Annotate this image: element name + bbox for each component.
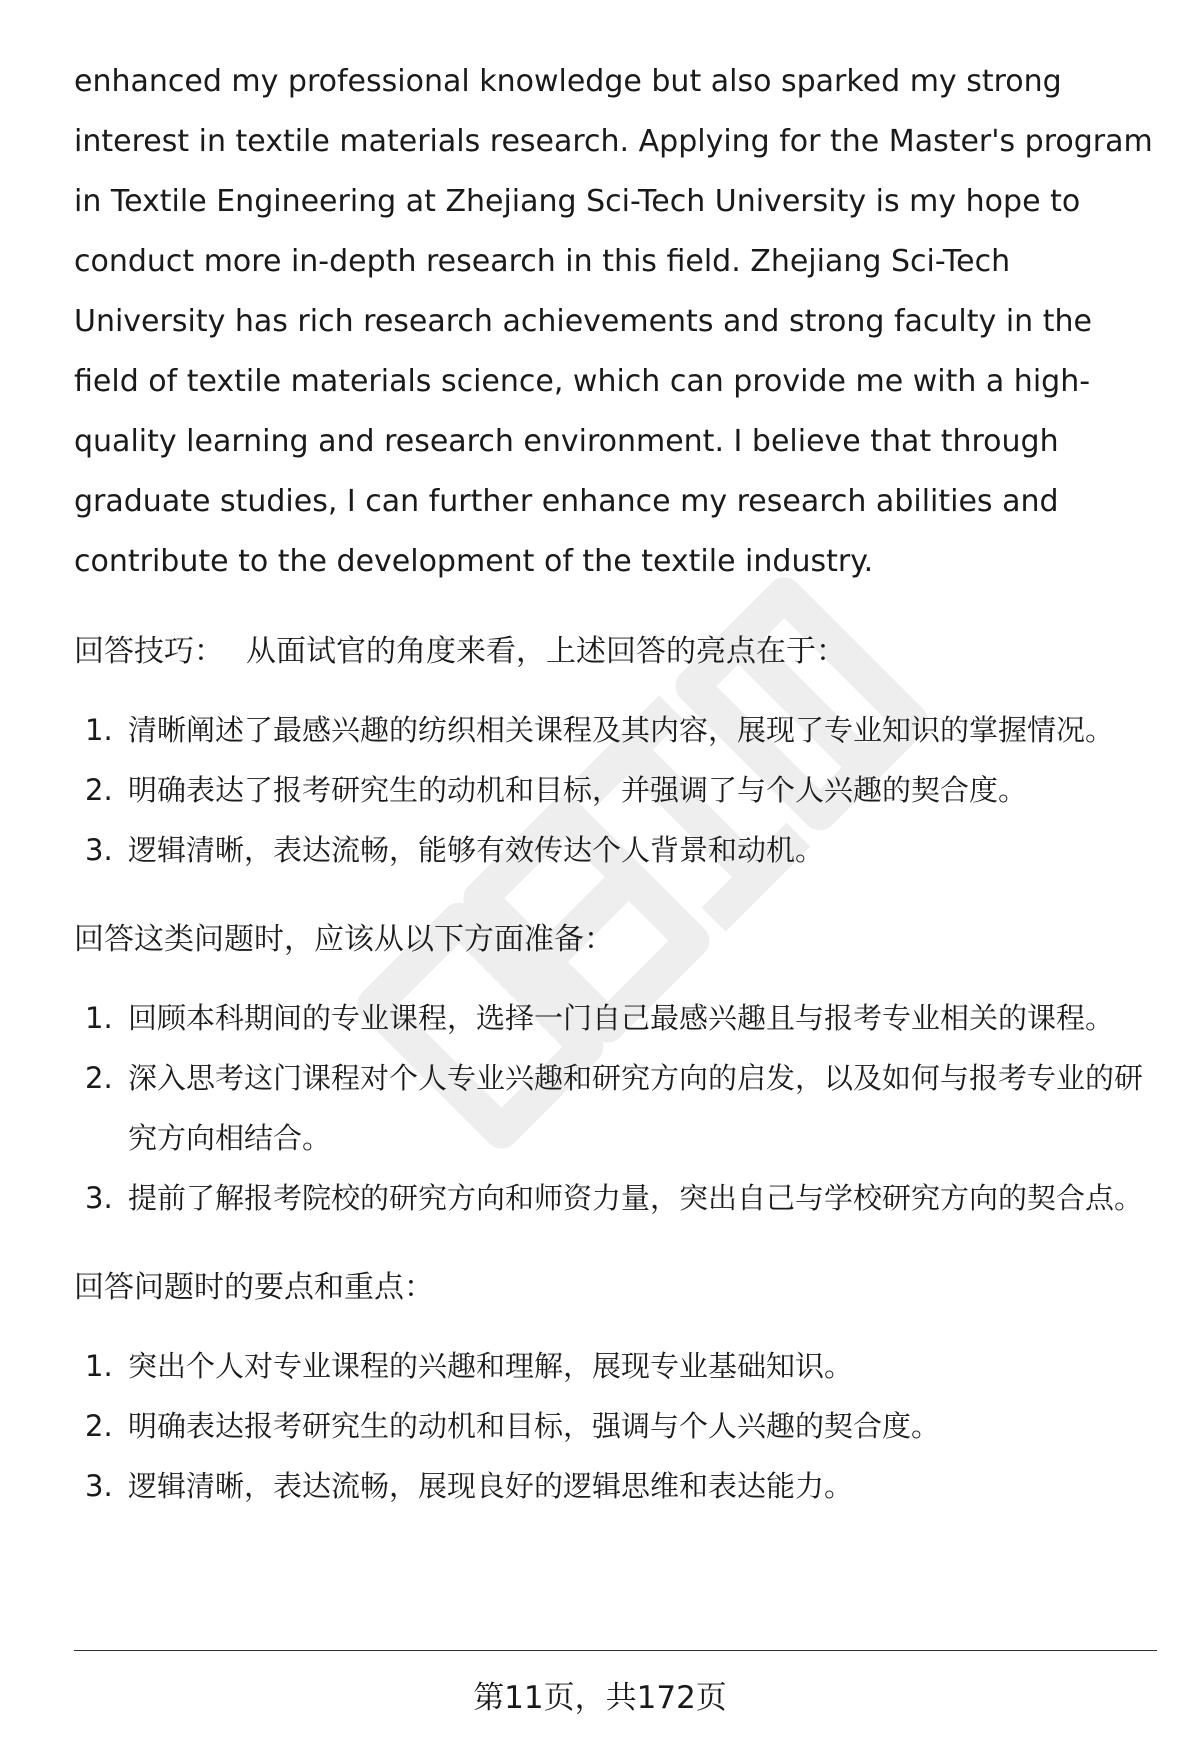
list-item-number: 3. — [85, 1469, 113, 1503]
list-item-number: 1. — [85, 1001, 113, 1035]
page-number: 第11页，共172页 — [473, 1680, 727, 1716]
list-item — [74, 700, 1154, 760]
tips-heading-text: 从面试官的角度来看，上述回答的亮点在于： — [246, 634, 846, 669]
list-item-number: 2. — [85, 1409, 113, 1443]
list-item-text: 明确表达报考研究生的动机和目标，强调与个人兴趣的契合度。 — [128, 1409, 941, 1443]
document-body — [74, 52, 1154, 1516]
key-points-heading: 回答问题时的要点和重点： — [74, 1270, 434, 1305]
tips-list — [74, 700, 1154, 880]
list-item-text: 提前了解报考院校的研究方向和师资力量，突出自己与学校研究方向的契合点。 — [128, 1181, 1144, 1215]
list-item-number: 1. — [85, 1349, 113, 1383]
list-item — [74, 1048, 1154, 1168]
list-item — [74, 760, 1154, 820]
list-item-number: 3. — [85, 1181, 113, 1215]
list-item-text: 回顾本科期间的专业课程，选择一门自己最感兴趣且与报考专业相关的课程。 — [128, 1001, 1115, 1035]
list-item-number: 1. — [85, 713, 113, 747]
list-item — [74, 820, 1154, 880]
key-points-list — [74, 1336, 1154, 1516]
list-item-text: 逻辑清晰，表达流畅，展现良好的逻辑思维和表达能力。 — [128, 1469, 854, 1503]
list-item-text: 明确表达了报考研究生的动机和目标，并强调了与个人兴趣的契合度。 — [128, 773, 1028, 807]
list-item — [74, 1336, 1154, 1396]
intro-paragraph: enhanced my professional knowledge but also sparked my strong interest in textile materials research. Applying for the Master's program in Textile Engineering at Zhejiang Sci-Tech University is my hope to conduct more in-depth research in this field. Zhejiang Sci-Tech University has rich research achievements and strong faculty in the field of textile materials science, which can provide me with a high-quality learning and research environment. I believe that through graduate studies, I can further enhance my research abilities and contribute to the development of the textile industry. — [74, 64, 1153, 579]
prep-list — [74, 988, 1154, 1228]
list-item-text: 深入思考这门课程对个人专业兴趣和研究方向的启发，以及如何与报考专业的研究方向相结合。 — [128, 1061, 1144, 1155]
list-item-number: 3. — [85, 833, 113, 867]
list-item-text: 逻辑清晰，表达流畅，能够有效传达个人背景和动机。 — [128, 833, 825, 867]
prep-heading: 回答这类问题时，应该从以下方面准备： — [74, 922, 614, 957]
tips-heading — [74, 630, 1154, 674]
footer-divider — [74, 1650, 1157, 1651]
list-item-text: 清晰阐述了最感兴趣的纺织相关课程及其内容，展现了专业知识的掌握情况。 — [128, 713, 1115, 747]
list-item — [74, 1168, 1154, 1228]
list-item-number: 2. — [85, 773, 113, 807]
tips-label: 回答技巧： — [74, 634, 224, 669]
list-item — [74, 988, 1154, 1048]
list-item — [74, 1456, 1154, 1516]
list-item-number: 2. — [85, 1061, 113, 1095]
list-item — [74, 1396, 1154, 1456]
list-item-text: 突出个人对专业课程的兴趣和理解，展现专业基础知识。 — [128, 1349, 854, 1383]
